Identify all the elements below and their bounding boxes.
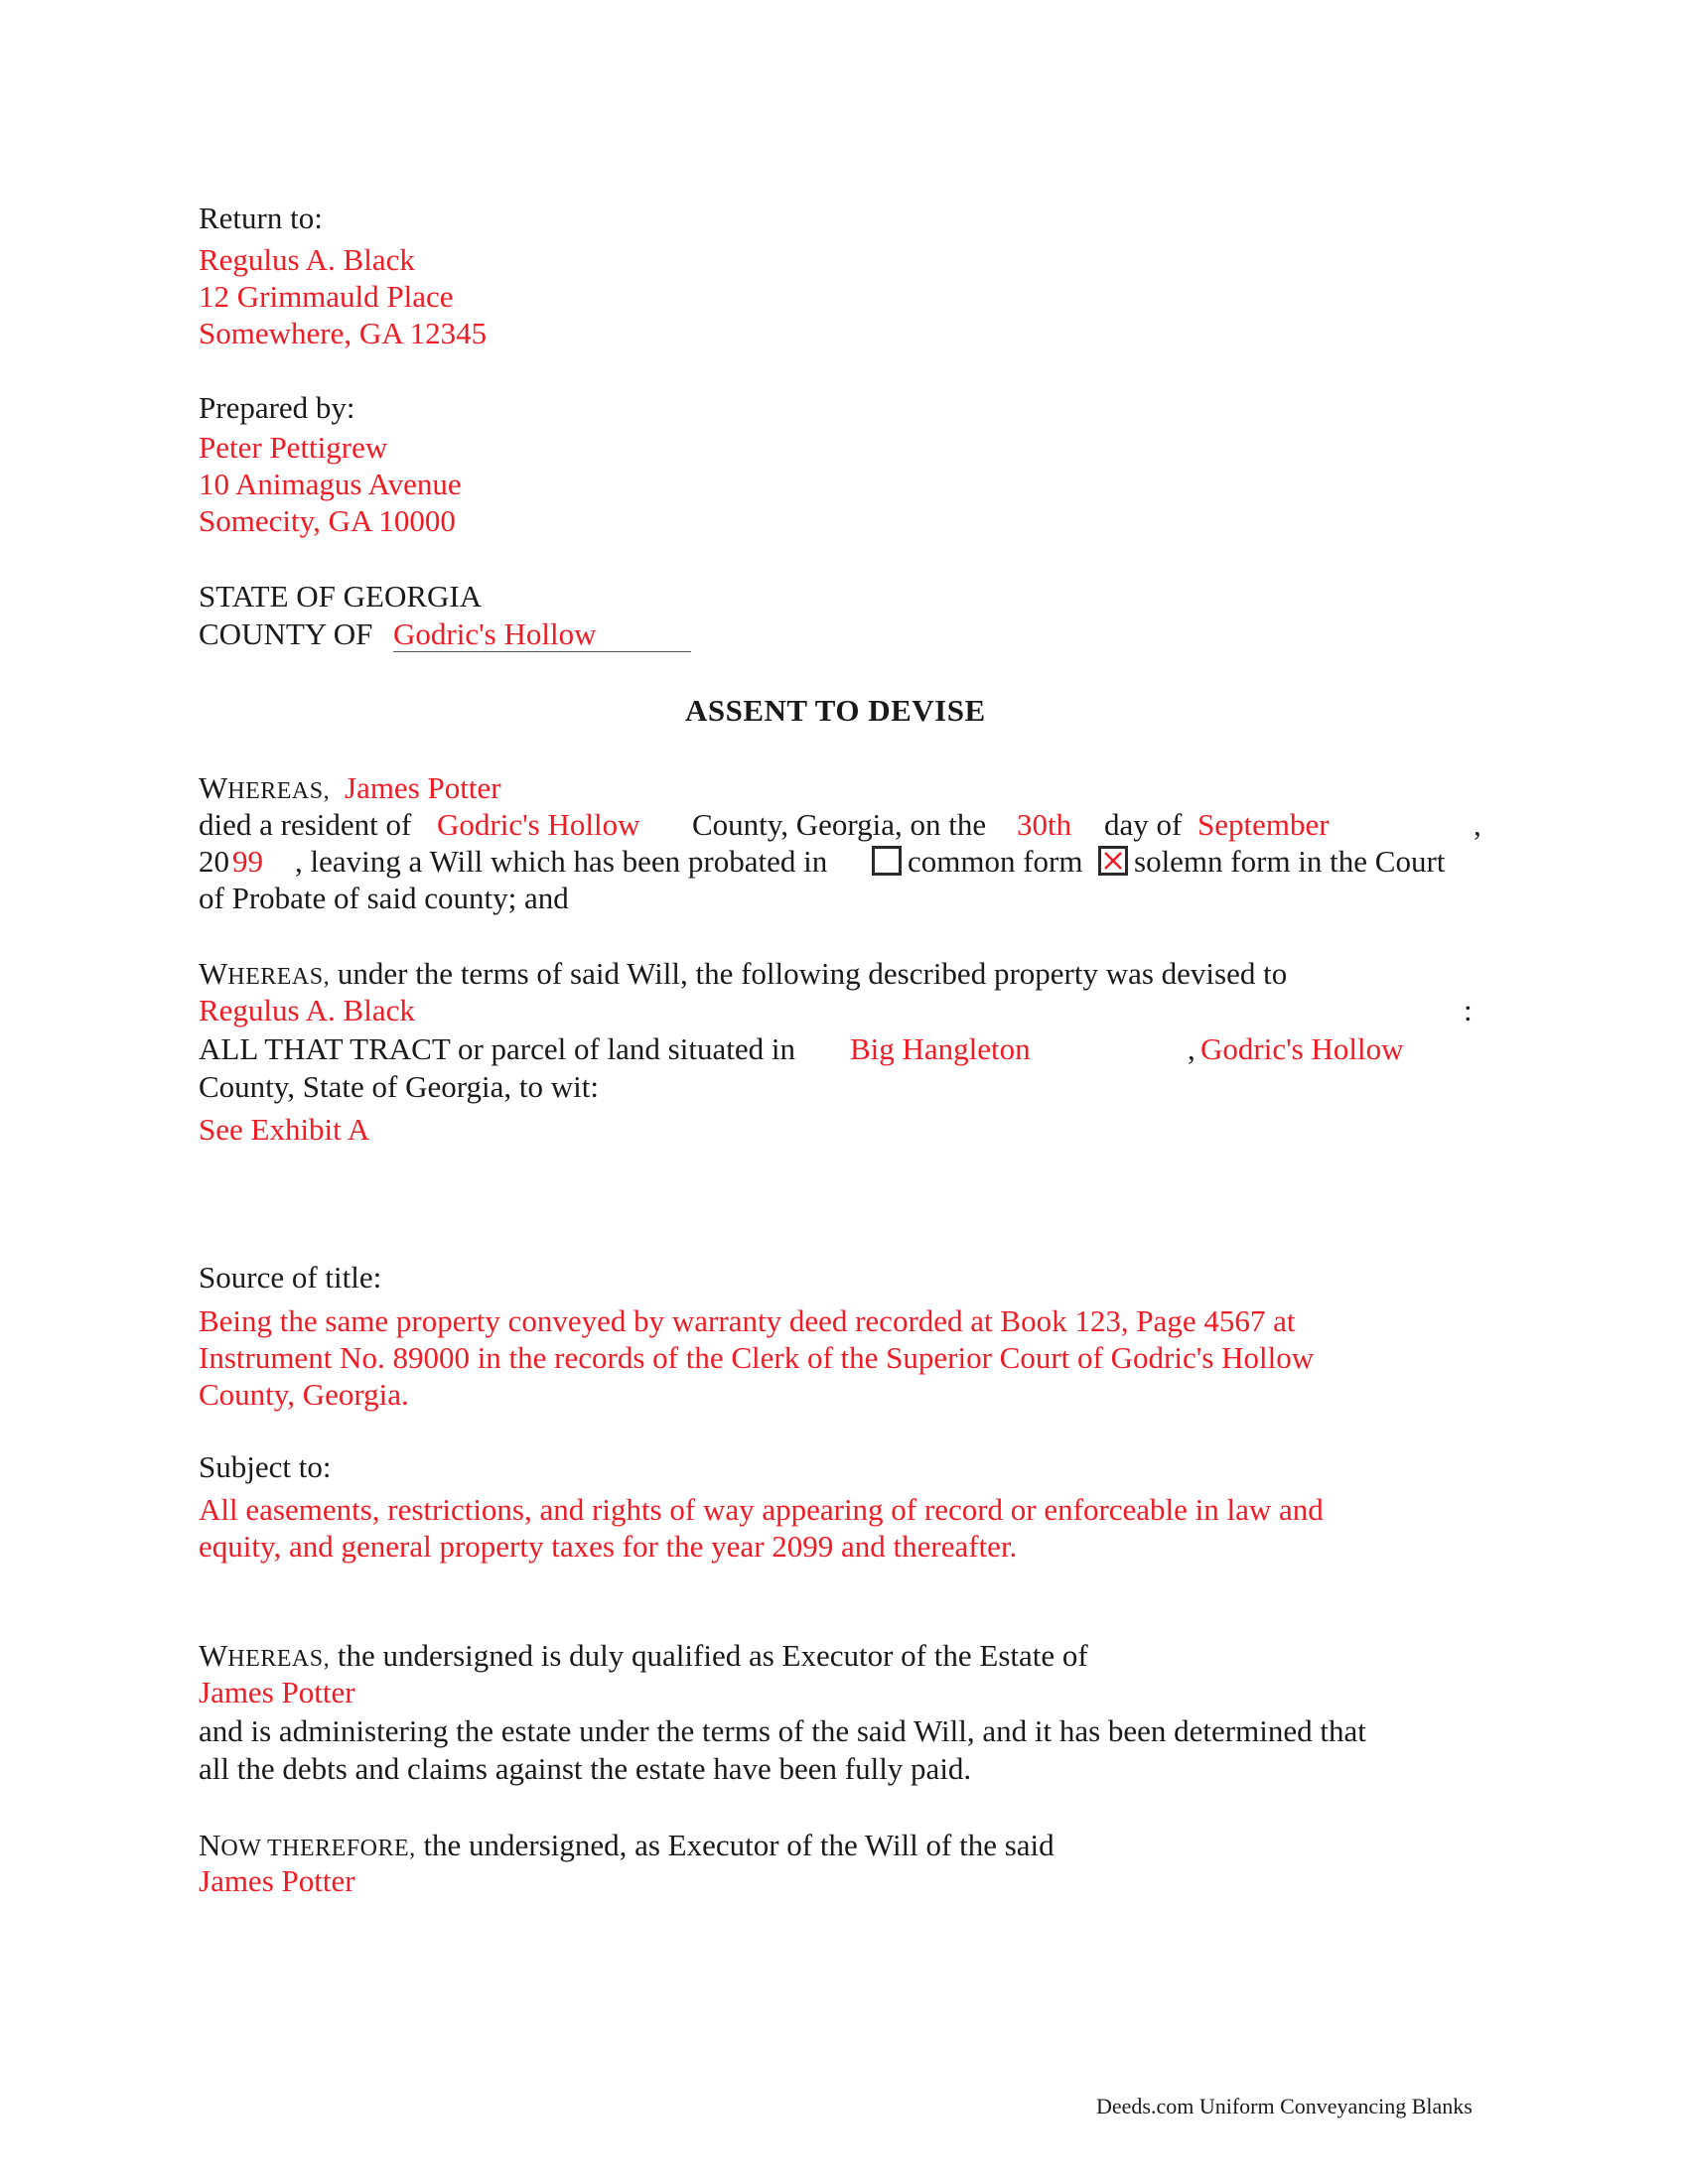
now-therefore-n-rest: OW THEREFORE, (220, 1836, 416, 1861)
whereas2-w-cap: W (199, 956, 228, 991)
subject-to-line1: All easements, restrictions, and rights of way appearing of record or enforceable in law and (199, 1492, 1324, 1527)
whereas2-county: Godric's Hollow (1200, 1031, 1404, 1066)
whereas1-decedent: James Potter (345, 770, 501, 805)
venue-county: Godric's Hollow (393, 616, 597, 651)
common-form-label: common form (908, 844, 1083, 879)
whereas2-devisee: Regulus A. Black (199, 993, 415, 1027)
legal-description: See Exhibit A (199, 1112, 370, 1147)
source-of-title-line1: Being the same property conveyed by warranty deed recorded at Book 123, Page 4567 at (199, 1303, 1296, 1338)
whereas2-city: Big Hangleton (850, 1031, 1031, 1066)
return-to-street: 12 Grimmauld Place (199, 279, 454, 314)
source-of-title-label: Source of title: (199, 1260, 382, 1295)
whereas2-line1 (199, 956, 1287, 995)
source-of-title-line2: Instrument No. 89000 in the records of the Clerk of the Superior Court of Godric's Hollow (199, 1340, 1315, 1375)
whereas2-tract: ALL THAT TRACT or parcel of land situated in (199, 1031, 795, 1066)
whereas1-died-resident: died a resident of (199, 807, 412, 842)
source-of-title-line3: County, Georgia. (199, 1377, 409, 1412)
whereas1-w-rest: HEREAS, (227, 778, 331, 804)
prepared-by-name: Peter Pettigrew (199, 430, 388, 465)
state-line: STATE OF GEORGIA (199, 579, 483, 614)
solemn-form-label: solemn form in the Court (1134, 844, 1446, 879)
document-title: ASSENT TO DEVISE (685, 693, 986, 728)
whereas1-leaving-will: , leaving a Will which has been probated in (295, 844, 828, 879)
subject-to-line2: equity, and general property taxes for the year 2099 and thereafter. (199, 1529, 1018, 1564)
whereas3-text: the undersigned is duly qualified as Executor of the Estate of (337, 1638, 1088, 1673)
whereas3-line1 (199, 1638, 1088, 1677)
whereas2-w-rest: HEREAS, (227, 964, 331, 990)
whereas1-comma: , (1474, 807, 1481, 842)
subject-to-label: Subject to: (199, 1449, 332, 1484)
whereas1-county-ga: County, Georgia, on the (692, 807, 987, 842)
now-therefore-n-cap: N (199, 1828, 221, 1862)
solemn-form-x-icon (1103, 851, 1123, 871)
whereas1-year-suffix: 99 (232, 844, 263, 879)
common-form-checkbox[interactable] (872, 846, 902, 876)
whereas3-line2: and is administering the estate under the terms of the said Will, and it has been determined that (199, 1713, 1366, 1748)
county-underline (393, 651, 691, 652)
whereas1-month: September (1197, 807, 1330, 842)
county-prefix: COUNTY OF (199, 616, 373, 651)
page-footer: Deeds.com Uniform Conveyancing Blanks (1096, 2094, 1473, 2118)
whereas2-county-state: County, State of Georgia, to wit: (199, 1069, 599, 1104)
now-therefore-text: the undersigned, as Executor of the Will of the said (423, 1828, 1055, 1862)
whereas2-comma: , (1188, 1031, 1196, 1066)
now-therefore-line (199, 1828, 1055, 1866)
return-to-name: Regulus A. Black (199, 242, 415, 277)
now-therefore-decedent: James Potter (199, 1863, 355, 1898)
whereas1-keyword (199, 770, 330, 809)
whereas1-day: 30th (1017, 807, 1072, 842)
whereas1-probate-line: of Probate of said county; and (199, 881, 569, 915)
prepared-by-label: Prepared by: (199, 390, 355, 425)
whereas3-w-cap: W (199, 1638, 228, 1673)
whereas3-line3: all the debts and claims against the estate have been fully paid. (199, 1751, 972, 1786)
whereas1-day-of: day of (1104, 807, 1183, 842)
solemn-form-checkbox[interactable] (1098, 846, 1128, 876)
prepared-by-street: 10 Animagus Avenue (199, 467, 462, 501)
prepared-by-city: Somecity, GA 10000 (199, 503, 456, 538)
whereas1-year-prefix: 20 (199, 844, 229, 879)
whereas3-w-rest: HEREAS, (227, 1646, 331, 1672)
return-to-label: Return to: (199, 201, 323, 235)
return-to-city: Somewhere, GA 12345 (199, 316, 488, 350)
whereas1-county: Godric's Hollow (437, 807, 640, 842)
whereas2-colon: : (1464, 993, 1473, 1027)
whereas2-terms: under the terms of said Will, the following described property was devised to (337, 956, 1288, 991)
whereas1-w-cap: W (199, 770, 228, 805)
whereas3-decedent: James Potter (199, 1675, 355, 1709)
